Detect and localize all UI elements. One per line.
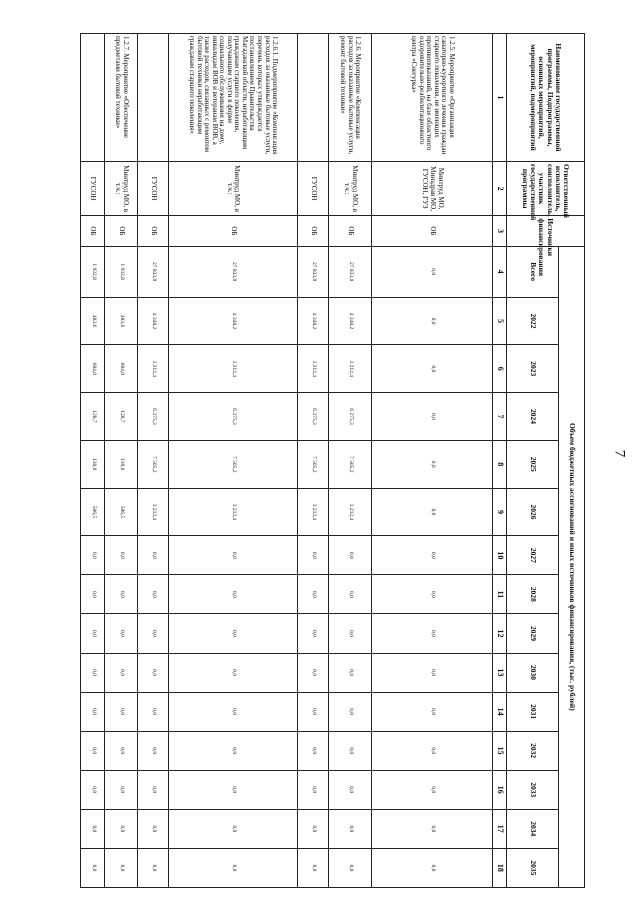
row-value: 0,0: [168, 536, 297, 575]
row-executor: Минтруд МО, в т.ч.:: [168, 162, 297, 216]
row-name: 1.2.6.1. Подмероприятие «Компенсация расходов за оказанные бытовые услуги, перечень которых утверждается постановлением Правительства Магаданской области, неработающим гражданам старшего поколения, получающим услуги в форме социального обслуживания на дому, инвалидам ВОВ и ветеранам ВОВ, а также расходов, связанных с ремонтом бытовой техники неработающим гражданам старшего поколения»: [168, 34, 297, 162]
row-value: 0,0: [372, 393, 493, 441]
row-value: 0,0: [81, 653, 105, 692]
row-executor: ГУСОН: [81, 162, 105, 216]
row-value: 0,0: [138, 614, 169, 653]
row-value: 0,0: [81, 614, 105, 653]
row-value: 0,0: [168, 575, 297, 614]
row-value: 0,0: [372, 575, 493, 614]
row-value: 0,0: [297, 614, 328, 653]
row-value: 4 348,2: [297, 297, 328, 345]
row-value: 6 275,3: [328, 393, 372, 441]
row-value: 3 212,4: [297, 488, 328, 536]
row-value: 6 275,3: [138, 393, 169, 441]
header-column-number: 10: [493, 536, 507, 575]
row-source: ОБ: [105, 216, 138, 246]
row-value: 0,0: [372, 692, 493, 731]
row-value: 0,0: [105, 614, 138, 653]
row-value: 0,0: [105, 653, 138, 692]
row-value: 0,0: [168, 731, 297, 770]
header-column-number: 11: [493, 575, 507, 614]
row-value: 130,0: [105, 440, 138, 488]
row-name: [138, 34, 169, 162]
row-value: 7 505,2: [328, 440, 372, 488]
row-value: 0,0: [105, 848, 138, 887]
rotated-page: [80, 33, 585, 888]
row-value: 130,0: [81, 440, 105, 488]
row-value: 506,5: [105, 488, 138, 536]
row-value: 0,0: [372, 297, 493, 345]
row-value: 128,7: [105, 393, 138, 441]
row-value: 0,0: [328, 770, 372, 809]
row-name: 1.2.6. Мероприятие «Компенсация расходов за оказанные бытовые услуги, ремонт бытовой техники»: [328, 34, 372, 162]
header-year: 2030: [507, 653, 559, 692]
row-value: 0,0: [105, 770, 138, 809]
row-source: ОБ: [138, 216, 169, 246]
row-value: 0,0: [328, 536, 372, 575]
row-name: [297, 34, 328, 162]
row-value: 0,0: [328, 575, 372, 614]
row-value: 0,0: [81, 731, 105, 770]
row-value: 27 833,0: [168, 246, 297, 297]
row-value: 0,0: [372, 614, 493, 653]
header-year: 2032: [507, 731, 559, 770]
row-value: 0,0: [297, 731, 328, 770]
row-value: 6 275,3: [297, 393, 328, 441]
header-source: Источники финансирования: [507, 216, 585, 246]
header-year: 2028: [507, 575, 559, 614]
financing-table: [80, 33, 585, 888]
table-row: [105, 34, 138, 888]
header-year: 2025: [507, 440, 559, 488]
row-value: 483,6: [81, 297, 105, 345]
row-value: 1 932,8: [81, 246, 105, 297]
row-value: 0,0: [105, 536, 138, 575]
row-value: 0,0: [105, 575, 138, 614]
row-value: 0,0: [138, 653, 169, 692]
row-value: 0,0: [372, 809, 493, 848]
row-value: 0,0: [168, 653, 297, 692]
row-value: 7 505,2: [168, 440, 297, 488]
header-column-number: 18: [493, 848, 507, 887]
row-value: 3 212,4: [168, 488, 297, 536]
row-value: 7 505,2: [138, 440, 169, 488]
row-value: 0,0: [81, 692, 105, 731]
header-column-number: 16: [493, 770, 507, 809]
row-value: 128,7: [81, 393, 105, 441]
row-executor: Минтруд МО, в т.ч.:: [105, 162, 138, 216]
row-value: 3 212,4: [138, 345, 169, 393]
row-value: 483,6: [105, 297, 138, 345]
header-column-number: 13: [493, 653, 507, 692]
header-column-number: 9: [493, 488, 507, 536]
header-year: 2034: [507, 809, 559, 848]
row-source: ОБ: [372, 216, 493, 246]
row-value: 0,0: [81, 848, 105, 887]
row-name: [81, 34, 105, 162]
header-year: 2024: [507, 393, 559, 441]
row-value: 0,0: [372, 246, 493, 297]
row-value: 0,0: [138, 575, 169, 614]
row-value: 0,0: [328, 809, 372, 848]
row-value: 0,0: [297, 536, 328, 575]
row-executor: Минтруд МО, в т.ч.:: [328, 162, 372, 216]
row-value: 4 348,2: [328, 297, 372, 345]
header-column-number: 17: [493, 809, 507, 848]
row-value: 0,0: [372, 488, 493, 536]
header-column-number: 2: [493, 162, 507, 216]
table-row: [138, 34, 169, 888]
row-value: 0,0: [105, 731, 138, 770]
header-column-number: 3: [493, 216, 507, 246]
row-value: 684,0: [105, 345, 138, 393]
row-value: 684,0: [81, 345, 105, 393]
row-value: 0,0: [372, 440, 493, 488]
header-column-number: 1: [493, 34, 507, 162]
table-row: [372, 34, 493, 888]
row-value: 0,0: [168, 692, 297, 731]
header-year: 2029: [507, 614, 559, 653]
table-row: [81, 34, 105, 888]
row-value: 0,0: [372, 731, 493, 770]
row-value: 4 348,2: [168, 297, 297, 345]
header-column-number: 12: [493, 614, 507, 653]
row-value: 0,0: [105, 809, 138, 848]
header-year: 2031: [507, 692, 559, 731]
header-total: Всего: [507, 246, 559, 297]
row-value: 0,0: [138, 770, 169, 809]
row-source: ОБ: [168, 216, 297, 246]
row-executor: ГУСОН: [297, 162, 328, 216]
row-source: ОБ: [297, 216, 328, 246]
row-value: 0,0: [328, 692, 372, 731]
row-value: 27 833,0: [328, 246, 372, 297]
row-value: 0,0: [81, 809, 105, 848]
header-year: 2035: [507, 848, 559, 887]
row-value: 0,0: [168, 770, 297, 809]
row-value: 3 212,4: [297, 345, 328, 393]
row-value: 0,0: [328, 731, 372, 770]
row-value: 0,0: [328, 614, 372, 653]
row-name: 1.2.5. Мероприятие «Организация санаторно-курортного лечения граждан старшего поколения, не имеющих противопоказаний, на базе областного оздоровительно-реабилитационного центра «Снегурка»: [372, 34, 493, 162]
header-year: 2027: [507, 536, 559, 575]
row-value: 0,0: [297, 692, 328, 731]
row-value: 0,0: [372, 848, 493, 887]
row-value: 0,0: [81, 770, 105, 809]
row-value: 0,0: [372, 536, 493, 575]
row-value: 0,0: [138, 809, 169, 848]
header-year: 2022: [507, 297, 559, 345]
header-name: Наименование государственной программы, Подпрограммы, основных мероприятий, мероприятий, подмероприятий: [507, 34, 585, 162]
row-source: ОБ: [328, 216, 372, 246]
header-year: 2023: [507, 345, 559, 393]
row-value: 0,0: [297, 575, 328, 614]
row-value: 4 348,2: [138, 297, 169, 345]
header-year: 2033: [507, 770, 559, 809]
row-value: 0,0: [168, 614, 297, 653]
header-column-number: 7: [493, 393, 507, 441]
row-value: 0,0: [297, 653, 328, 692]
row-value: 0,0: [297, 848, 328, 887]
header-year: 2026: [507, 488, 559, 536]
row-value: 27 833,0: [138, 246, 169, 297]
row-value: 0,0: [138, 848, 169, 887]
header-column-number: 4: [493, 246, 507, 297]
row-value: 0,0: [372, 770, 493, 809]
table-row: [297, 34, 328, 888]
row-value: 0,0: [372, 653, 493, 692]
row-value: 506,5: [81, 488, 105, 536]
header-column-number: 8: [493, 440, 507, 488]
row-value: 0,0: [297, 770, 328, 809]
row-value: 0,0: [138, 692, 169, 731]
row-value: 0,0: [168, 848, 297, 887]
row-value: 0,0: [81, 536, 105, 575]
header-column-number: 15: [493, 731, 507, 770]
row-value: 3 212,4: [328, 345, 372, 393]
row-value: 0,0: [105, 692, 138, 731]
header-column-number: 14: [493, 692, 507, 731]
row-value: 0,0: [328, 653, 372, 692]
row-name: 1.2.7. Мероприятие «Обеспечение предметами бытовой техники»: [105, 34, 138, 162]
row-executor: ГУСОН: [138, 162, 169, 216]
row-value: 27 833,0: [297, 246, 328, 297]
row-value: 0,0: [328, 848, 372, 887]
row-value: 1 932,8: [105, 246, 138, 297]
row-value: 3 212,4: [328, 488, 372, 536]
row-source: ОБ: [81, 216, 105, 246]
row-value: 3 212,4: [138, 488, 169, 536]
row-value: 0,0: [138, 731, 169, 770]
header-group-title: Объем бюджетных ассигнований и иных источников финансирования, (тыс. рублей): [559, 246, 585, 887]
row-value: 0,0: [297, 809, 328, 848]
header-column-number: 6: [493, 345, 507, 393]
row-value: 0,0: [168, 809, 297, 848]
row-value: 3 212,4: [168, 345, 297, 393]
header-executor: Ответственный исполнитель, соисполнитель, участник государственной программы: [507, 162, 585, 216]
table-row: [328, 34, 372, 888]
table-row: [168, 34, 297, 888]
row-executor: Минтруд МО, Минздрав МО, ГУСОН, ГУЗ: [372, 162, 493, 216]
page-number: 7: [610, 449, 627, 458]
row-value: 0,0: [81, 575, 105, 614]
header-column-number: 5: [493, 297, 507, 345]
row-value: 0,0: [372, 345, 493, 393]
row-value: 7 505,2: [297, 440, 328, 488]
row-value: 0,0: [138, 536, 169, 575]
row-value: 6 275,3: [168, 393, 297, 441]
